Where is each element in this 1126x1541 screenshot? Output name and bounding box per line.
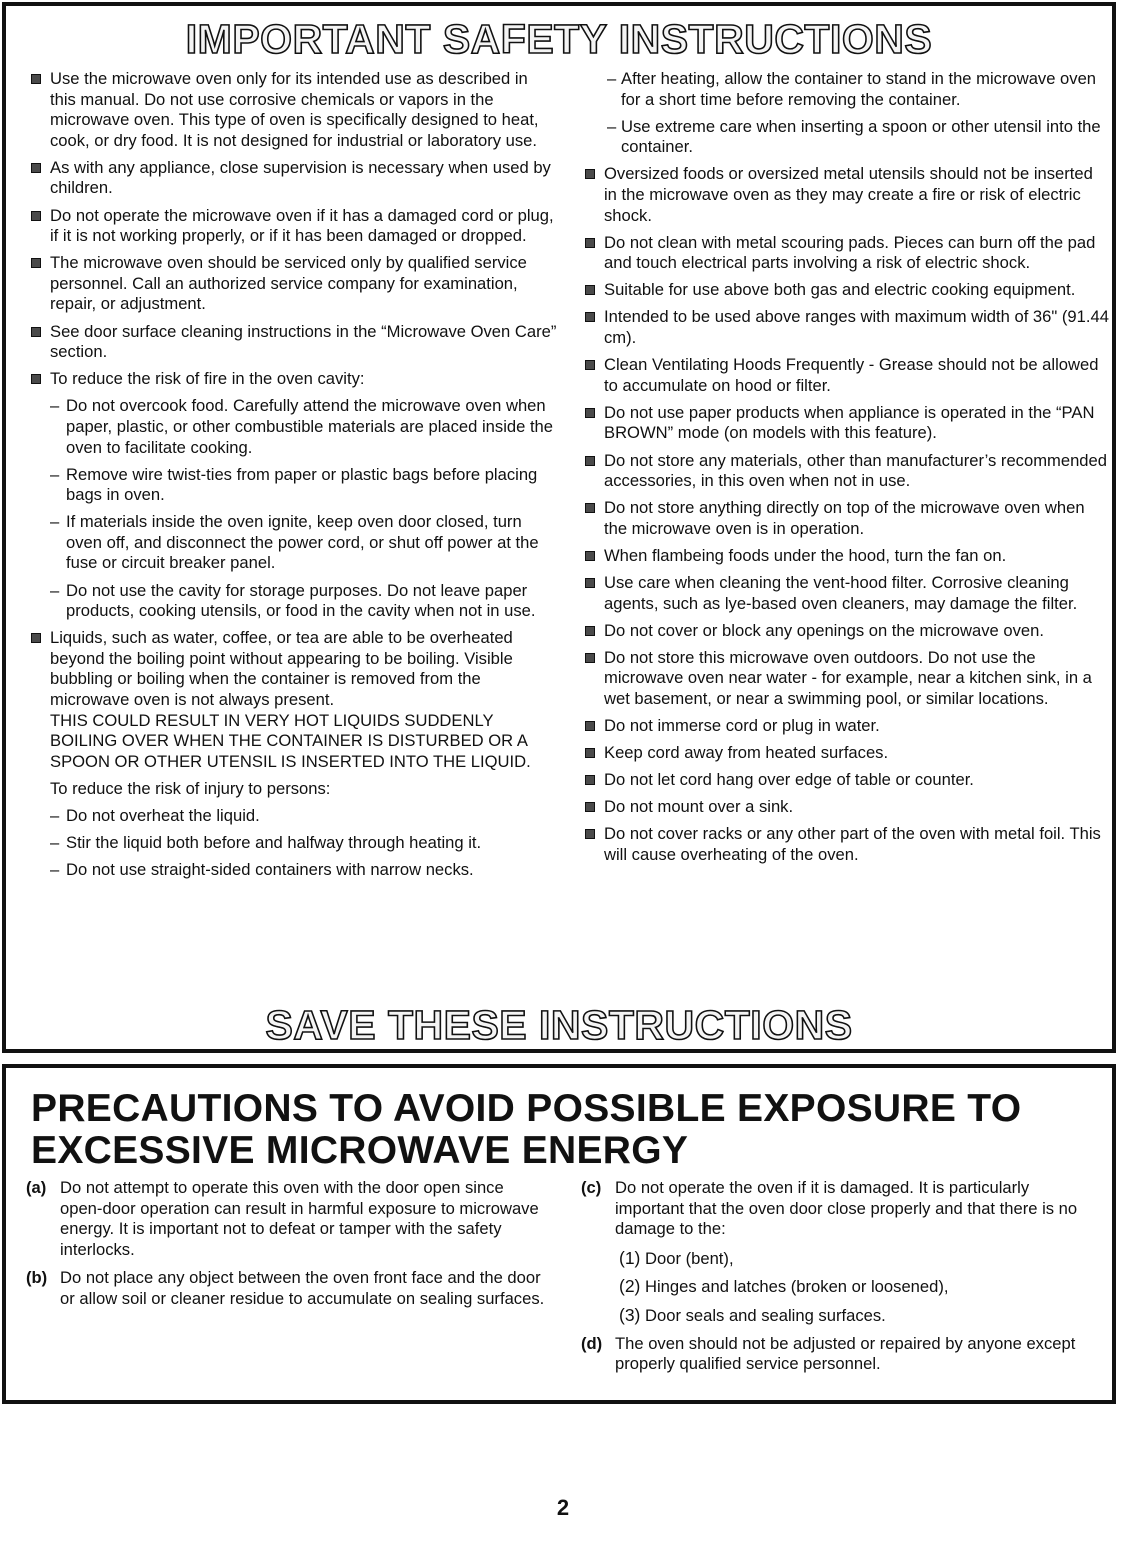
numbered-item (581, 1248, 1101, 1270)
precaution-item-a (26, 1178, 546, 1260)
list-item: To reduce the risk of fire in the oven cavity: (28, 369, 558, 390)
sub-list-item: – Remove wire twist-ties from paper or plastic bags before placing bags in oven. (28, 465, 558, 506)
paragraph: To reduce the risk of injury to persons: (50, 778, 331, 798)
sub-list-item: – Do not use the cavity for storage purposes. Do not leave paper products, cooking utensils, or food in the cavity when not in use. (28, 581, 558, 622)
safety-left-column (28, 69, 558, 887)
item-number: (3) (619, 1304, 641, 1325)
item-number: (2) (619, 1276, 641, 1297)
precautions-title-line2: EXCESSIVE MICROWAVE ENERGY (31, 1129, 689, 1172)
sub-list-item: – Do not overcook food. Carefully attend the microwave oven when paper, plastic, or other combustible materials are placed inside the oven to facilitate cooking. (28, 396, 558, 458)
list-item: Do not store any materials, other than manufacturer’s recommended accessories, in this oven when not in use. (582, 451, 1110, 492)
list-item: Do not cover racks or any other part of the oven with metal foil. This will cause overheating of the oven. (582, 824, 1110, 865)
list-item: When flambeing foods under the hood, turn the fan on. (582, 546, 1110, 567)
sub-list-item: – Stir the liquid both before and halfway through heating it. (28, 833, 558, 854)
item-text: Hinges and latches (broken or loosened), (645, 1277, 949, 1297)
safety-instructions-box (2, 2, 1116, 1053)
list-item: Use care when cleaning the vent-hood filter. Corrosive cleaning agents, such as lye-based oven cleaners, may damage the filter. (582, 573, 1110, 614)
sub-list-item: – Do not overheat the liquid. (28, 806, 558, 827)
list-item: Do not store this microwave oven outdoors. Do not use the microwave oven near water - for example, near a kitchen sink, in a wet basement, or near a swimming pool, or similar locations. (582, 648, 1110, 710)
list-item: Do not use paper products when appliance is operated in the “PAN BROWN” mode (on models with this feature). (582, 403, 1110, 444)
list-item: Do not immerse cord or plug in water. (582, 716, 1110, 737)
list-item: See door surface cleaning instructions in the “Microwave Oven Care” section. (28, 322, 558, 363)
item-label: (b) (26, 1268, 48, 1288)
numbered-item (581, 1276, 1101, 1298)
list-item: Oversized foods or oversized metal utensils should not be inserted in the microwave oven as they may create a fire or risk of electric shock. (582, 164, 1110, 226)
item-text: Door (bent), (645, 1248, 734, 1268)
precautions-title (31, 1088, 1101, 1172)
sub-list-item: – After heating, allow the container to stand in the microwave oven for a short time before removing the container. (582, 69, 1110, 110)
precaution-item-c (581, 1178, 1101, 1240)
page-number: 2 (556, 1495, 570, 1520)
item-text: The oven should not be adjusted or repaired by anyone except properly qualified service personnel. (615, 1333, 1076, 1374)
list-item: Keep cord away from heated surfaces. (582, 743, 1110, 764)
liquids-text: Liquids, such as water, coffee, or tea are able to be overheated beyond the boiling point without appearing to be boiling. Visible bubbling or boiling when the container is removed from the microwave oven is not always present. (50, 628, 513, 710)
safety-title: IMPORTANT SAFETY INSTRUCTIONS (185, 16, 933, 62)
list-item: Do not store anything directly on top of the microwave oven when the microwave oven is in operation. (582, 498, 1110, 539)
precautions-title-line1: PRECAUTIONS TO AVOID POSSIBLE EXPOSURE TO (31, 1087, 1022, 1130)
precautions-right-column (581, 1178, 1101, 1383)
list-item: The microwave oven should be serviced only by qualified service personnel. Call an authorized service company for examination, repair, or adjustment. (28, 253, 558, 315)
item-text: Do not operate the oven if it is damaged. It is particularly important that the oven door close properly and that there is no damage to the: (615, 1178, 1078, 1239)
list-item: Do not mount over a sink. (582, 797, 1110, 818)
sub-list-item: – Use extreme care when inserting a spoon or other utensil into the container. (582, 117, 1110, 158)
precaution-item-b (26, 1268, 546, 1309)
list-item: Do not clean with metal scouring pads. Pieces can burn off the pad and touch electrical parts involving a risk of electric shock. (582, 233, 1110, 274)
list-item: Do not operate the microwave oven if it has a damaged cord or plug, if it is not working properly, or if it has been damaged or dropped. (28, 206, 558, 247)
item-number: (1) (619, 1247, 641, 1268)
item-text: Do not place any object between the oven front face and the door or allow soil or cleaner residue to accumulate on sealing surfaces. (60, 1268, 545, 1308)
numbered-item (581, 1305, 1101, 1327)
sub-list-item: – If materials inside the oven ignite, keep oven door closed, turn oven off, and disconnect the power cord, or shut off power at the fuse or circuit breaker panel. (28, 512, 558, 574)
precaution-item-d (581, 1334, 1101, 1375)
precautions-box (2, 1064, 1116, 1404)
item-label: (c) (581, 1178, 602, 1197)
list-item: Suitable for use above both gas and electric cooking equipment. (582, 280, 1110, 301)
item-label: (d) (581, 1333, 603, 1353)
precautions-left-column (26, 1178, 546, 1318)
save-instructions-title: SAVE THESE INSTRUCTIONS (265, 1002, 853, 1048)
list-item-liquids (28, 628, 558, 772)
list-item: Intended to be used above ranges with maximum width of 36" (91.44 cm). (582, 307, 1110, 348)
item-text: Do not attempt to operate this oven with the door open since open-door operation can result in harmful exposure to microwave energy. It is important not to defeat or tamper with the safety interlocks. (60, 1178, 539, 1259)
liquids-warning-caps: THIS COULD RESULT IN VERY HOT LIQUIDS SUDDENLY BOILING OVER WHEN THE CONTAINER IS DISTURBED OR A SPOON OR OTHER UTENSIL IS INSERTED INTO THE LIQUID. (50, 710, 531, 771)
safety-right-column (582, 69, 1110, 872)
item-label: (a) (26, 1178, 47, 1197)
list-item: As with any appliance, close supervision is necessary when used by children. (28, 158, 558, 199)
list-item: Use the microwave oven only for its intended use as described in this manual. Do not use corrosive chemicals or vapors in the microwave oven. This type of oven is specifically designed to heat, cook, or dry food. It is not designed for industrial or laboratory use. (28, 69, 558, 151)
list-item: Do not cover or block any openings on the microwave oven. (582, 621, 1110, 642)
list-item: Do not let cord hang over edge of table or counter. (582, 770, 1110, 791)
item-text: Door seals and sealing surfaces. (645, 1305, 886, 1325)
list-item: Clean Ventilating Hoods Frequently - Grease should not be allowed to accumulate on hood or filter. (582, 355, 1110, 396)
sub-list-item: – Do not use straight-sided containers with narrow necks. (28, 860, 558, 881)
